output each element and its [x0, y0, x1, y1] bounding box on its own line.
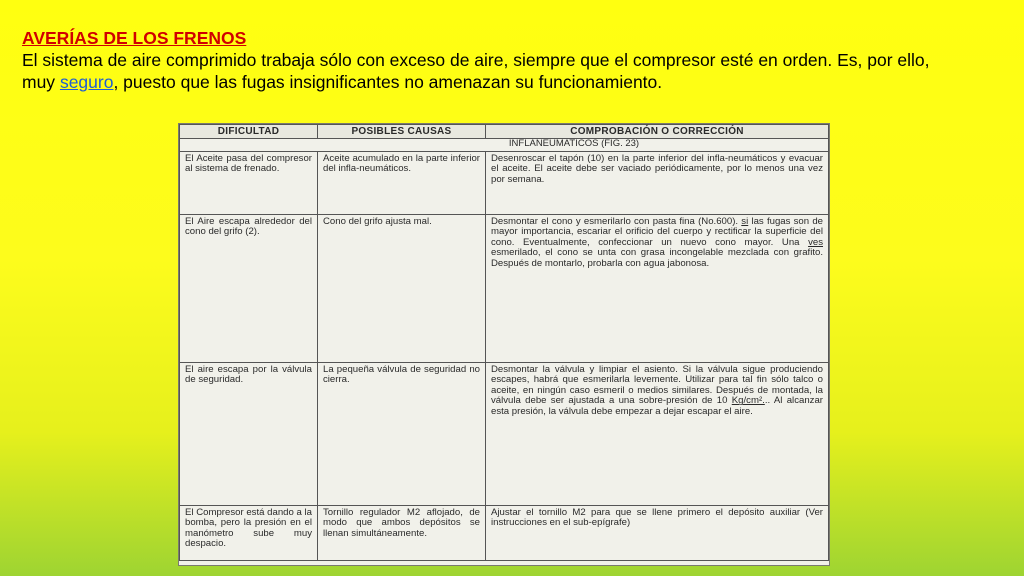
page-title: AVERÍAS DE LOS FRENOS	[22, 28, 247, 48]
seguro-link[interactable]: seguro	[59, 72, 114, 92]
table-cell: El Aire escapa alrededor del cono del grifo (2).	[180, 214, 318, 362]
table-cell: Ajustar el tornillo M2 para que se llene primero el depósito auxiliar (Ver instrucciones en el sub-epígrafe)	[486, 505, 829, 560]
column-header: COMPROBACIÓN O CORRECCIÓN	[486, 125, 829, 139]
table-header-row	[180, 125, 829, 139]
cell-text: Desmontar el cono y esmerilarlo con pasta fina (No.600).	[491, 215, 742, 227]
table-subheader-row	[180, 139, 829, 152]
underlined-word: si	[741, 215, 749, 227]
brake-faults-table	[179, 124, 829, 561]
column-header: POSIBLES CAUSAS	[318, 125, 486, 139]
cell-text: las fugas son de mayor importancia, escariar el orificio del cuerpo y rectificar la superficie del cono. Eventualmente, confeccionar un nuevo cono mayor. Una	[491, 215, 823, 248]
scanned-table-image	[178, 123, 830, 566]
table-cell	[486, 362, 829, 505]
table-subheader: INFLANEUMATICOS (FIG. 23)	[180, 139, 829, 152]
intro-text	[22, 27, 1022, 93]
table-cell: La pequeña válvula de seguridad no cierra.	[318, 362, 486, 505]
table-row	[180, 505, 829, 560]
table-cell: Cono del grifo ajusta mal.	[318, 214, 486, 362]
table-row	[180, 362, 829, 505]
intro-line-2-start: muy	[22, 72, 60, 92]
table-cell	[486, 214, 829, 362]
table-cell: Aceite acumulado en la parte inferior del infla-neumáticos.	[318, 151, 486, 214]
cell-text: Desmontar la válvula y limpiar el asiento. Si la válvula sigue produciendo escapes, habrá que esmerilarla levemente. Utilizar para tal fin sólo talco o aceite, en ningún caso esmeril o medios similares. Después de montada, la válvula debe ser ajustada a una sobre-presión de 10	[491, 363, 823, 407]
table-cell: El aire escapa por la válvula de seguridad.	[180, 362, 318, 505]
underlined-word: ves	[808, 236, 823, 248]
underlined-word: Kg/cm².	[731, 395, 765, 407]
table-cell: El Aceite pasa del compresor al sistema de frenado.	[180, 151, 318, 214]
table-cell: El Compresor está dando a la bomba, pero la presión en el manómetro sube muy despacio.	[180, 505, 318, 560]
table-cell: Desenroscar el tapón (10) en la parte inferior del infla-neumáticos y evacuar el aceite. El aceite debe ser vaciado periódicamente, por lo menos una vez por semana.	[486, 151, 829, 214]
intro-line-2-end: , puesto que las fugas insignificantes no amenazan su funcionamiento.	[113, 72, 663, 92]
intro-line-1: El sistema de aire comprimido trabaja sólo con exceso de aire, siempre que el compresor esté en orden. Es, por ello,	[22, 50, 930, 70]
cell-text: .. Al alcanzar esta presión, la válvula debe empezar a dejar escapar el aire.	[491, 395, 823, 417]
column-header: DIFICULTAD	[180, 125, 318, 139]
intro-line-2	[22, 71, 1022, 93]
cell-text: esmerilado, el cono se unta con grasa incongelable mezclada con grafito. Después de montarlo, probarla con agua jabonosa.	[491, 247, 823, 269]
table-row	[180, 214, 829, 362]
table-cell: Tornillo regulador M2 aflojado, de modo que ambos depósitos se llenan simultáneamente.	[318, 505, 486, 560]
table-row	[180, 151, 829, 214]
